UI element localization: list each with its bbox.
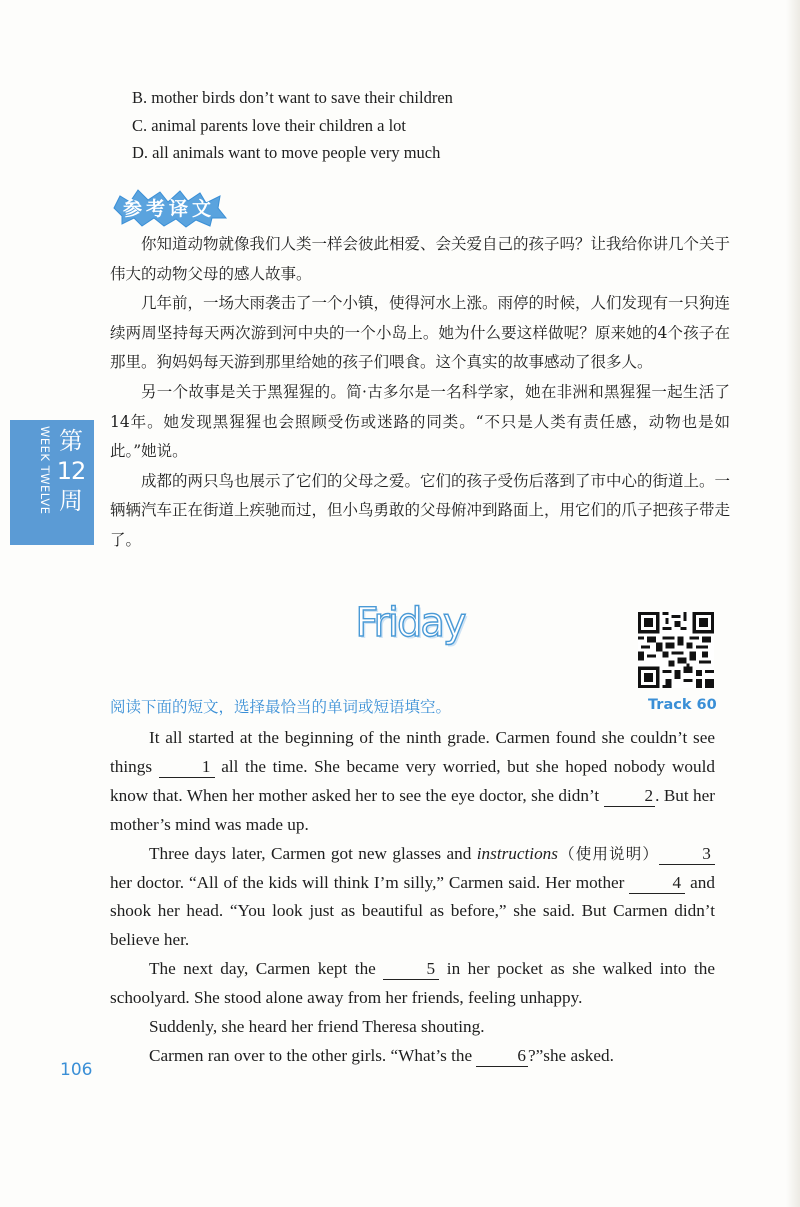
translation-paragraph: 你知道动物就像我们人类一样会彼此相爱、会关爱自己的孩子吗？让我给你讲几个关于伟大的动物父母的感人故事。 xyxy=(110,235,731,283)
qr-code-icon xyxy=(638,612,714,688)
day-title: Friday xyxy=(355,600,465,646)
week-prefix: 第 xyxy=(59,427,83,455)
option-c: C. animal parents love their children a lot xyxy=(132,115,406,135)
week-number: 12 xyxy=(56,457,86,485)
passage-text: Carmen ran over to the other girls. “What’s the xyxy=(149,1045,477,1065)
blank-4: 4 xyxy=(629,873,685,894)
passage-italic-word: instructions xyxy=(476,843,558,863)
passage-text: in her pocket as she walked into the schoolyard. She stood alone away from her friends, feeling unhappy. xyxy=(110,959,715,1008)
passage-text: The next day, Carmen kept the xyxy=(149,959,384,979)
blank-6: 6 xyxy=(476,1046,528,1067)
passage-text: her doctor. “All of the kids will think I’m silly,” Carmen said. Her mother xyxy=(110,872,630,892)
answer-options xyxy=(132,84,453,167)
exercise-instruction: 阅读下面的短文，选择最恰当的单词或短语填空。 xyxy=(110,698,452,716)
reference-heading: 参考译文 xyxy=(122,198,215,220)
passage-text: Three days later, Carmen got new glasses and xyxy=(149,843,477,863)
passage-paragraph xyxy=(110,840,715,956)
page-edge xyxy=(786,0,800,1207)
option-d: D. all animals want to move people very much xyxy=(132,143,441,162)
passage-text: ?”she asked. xyxy=(528,1045,614,1065)
passage-paragraph xyxy=(110,724,715,840)
blank-1: 1 xyxy=(159,757,215,778)
passage-text: It all started at the beginning of the ninth grade. Carmen found she couldn’t see things xyxy=(110,728,715,776)
translation-paragraph: 成都的两只鸟也展示了它们的父母之爱。它们的孩子受伤后落到了市中心的街道上。一辆辆汽车正在街道上疾驰而过，但小鸟勇敢的父母俯冲到路面上，用它们的爪子把孩子带走了。 xyxy=(110,471,731,549)
passage-paragraph xyxy=(110,955,715,1013)
chinese-translation xyxy=(110,230,730,556)
blank-5: 5 xyxy=(383,959,439,980)
passage-paragraph xyxy=(110,1042,715,1071)
audio-track-label: Track 60 xyxy=(648,697,717,713)
passage-text: . But her mother’s mind was made up. xyxy=(110,785,716,834)
passage-gloss: （使用说明） xyxy=(557,844,659,863)
translation-paragraph: 另一个故事是关于黑猩猩的。简·古多尔是一名科学家，她在非洲和黑猩猩一起生活了14年。她发现黑猩猩也会照顾受伤或迷路的同类。“不只是人类有责任感，动物也是如此。”她说。 xyxy=(110,382,730,461)
blank-3: 3 xyxy=(659,844,715,865)
reference-translation-badge xyxy=(110,188,228,228)
passage-text: all the time. She became very worried, but she hoped nobody would know that. When her mother asked her to see the eye doctor, she didn’t xyxy=(110,756,715,805)
week-suffix: 周 xyxy=(59,487,83,515)
cloze-passage xyxy=(110,724,715,1071)
page-number: 106 xyxy=(60,1060,93,1080)
option-b: B. mother birds don’t want to save their children xyxy=(132,88,453,107)
week-label-cn xyxy=(56,426,86,516)
blank-2: 2 xyxy=(604,786,656,807)
week-label-en: WEEK TWELVE xyxy=(38,426,52,515)
passage-paragraph: Suddenly, she heard her friend Theresa shouting. xyxy=(149,1017,485,1037)
passage-text: and shook her head. “You look just as beautiful as before,” she said. But Carmen didn’t believe her. xyxy=(110,872,715,950)
translation-paragraph: 几年前，一场大雨袭击了一个小镇，使得河水上涨。雨停的时候，人们发现有一只狗连续两周坚持每天两次游到河中央的一个小岛上。她为什么要这样做呢？原来她的4个孩子在那里。狗妈妈每天游到那里给她的孩子们喂食。这个真实的故事感动了很多人。 xyxy=(110,294,731,372)
